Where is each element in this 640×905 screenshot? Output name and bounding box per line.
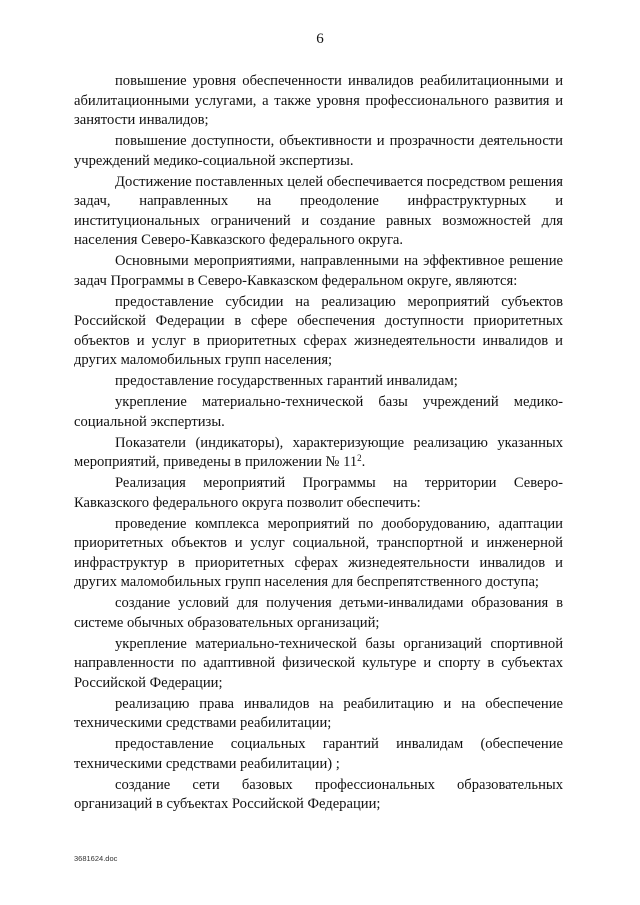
- paragraph: укрепление материально-технической базы организаций спортивной направленности по адаптивной физической культуре и спорту в субъектах Российской Федерации;: [74, 635, 563, 691]
- document-file-code: 3681624.doc: [74, 854, 118, 863]
- paragraph: укрепление материально-технической базы учреждений медико-социальной экспертизы.: [74, 394, 563, 430]
- paragraph-with-footnote: Показатели (индикаторы), характеризующие реализацию указанных мероприятий, приведены в приложении № $11^2$.: [74, 434, 563, 470]
- paragraph: создание сети базовых профессиональных образовательных организаций в субъектах Российской Федерации;: [74, 776, 563, 812]
- document-body: [74, 72, 563, 816]
- paragraph: повышение уровня обеспеченности инвалидов реабилитационными и абилитационными услугами, а также уровня профессионального развития и занятости инвалидов;: [74, 73, 563, 128]
- paragraph: Достижение поставленных целей обеспечивается посредством решения задач, направленных на преодоление инфраструктурных и институциональных ограничений и создание равных возможностей для населения Северо-Кавказского федерального округа.: [74, 173, 564, 248]
- paragraph: Основными мероприятиями, направленными на эффективное решение задач Программы в Северо-Кавказском федеральном округе, являются:: [74, 253, 563, 289]
- paragraph: предоставление социальных гарантий инвалидам (обеспечение техническими средствами реабилитации) ;: [74, 736, 563, 772]
- paragraph: проведение комплекса мероприятий по дооборудованию, адаптации приоритетных объектов и услуг социальной, транспортной и инженерной инфраструктур в приоритетных сферах жизнедеятельности инвалидов и других маломобильных групп населения для беспрепятственного доступа;: [74, 515, 563, 590]
- paragraph: Реализация мероприятий Программы на территории Северо-Кавказского федерального округа позволит обеспечить:: [74, 475, 563, 511]
- paragraph: реализацию права инвалидов на реабилитацию и на обеспечение техническими средствами реабилитации;: [74, 695, 563, 731]
- paragraph: предоставление субсидии на реализацию мероприятий субъектов Российской Федерации в сфере обеспечения доступности приоритетных объектов и услуг в приоритетных сферах жизнедеятельности инвалидов и других маломобильных групп населения;: [74, 293, 563, 368]
- footnote-marker: 2: [357, 453, 362, 463]
- page-number: 6: [316, 31, 324, 47]
- paragraph: повышение доступности, объективности и прозрачности деятельности учреждений медико-социальной экспертизы.: [74, 133, 563, 169]
- paragraph: предоставление государственных гарантий инвалидам;: [115, 373, 458, 389]
- paragraph: создание условий для получения детьми-инвалидами образования в системе обычных образовательных организаций;: [74, 595, 563, 631]
